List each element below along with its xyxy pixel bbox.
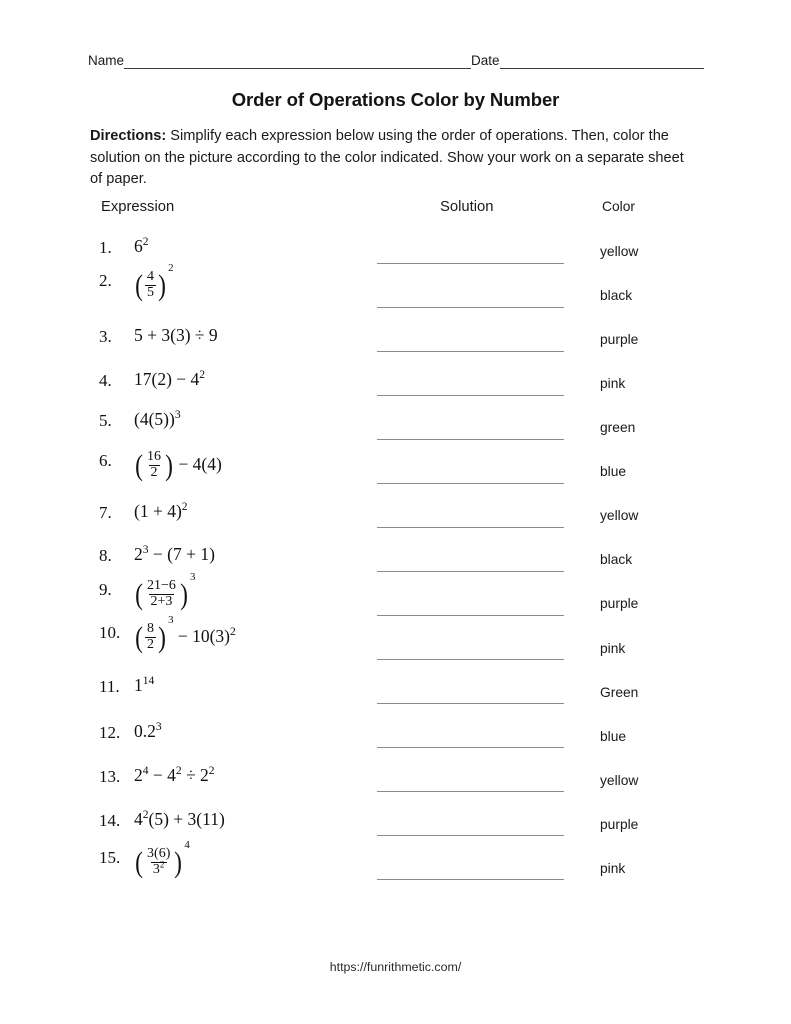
color-label: blue xyxy=(600,729,627,744)
color-label: pink xyxy=(600,861,626,876)
problem-expression: 5 + 3(3) ÷ 9 xyxy=(134,325,218,345)
problem-number: 15. xyxy=(99,848,121,867)
color-label: Green xyxy=(600,685,639,700)
problem-expression: ( $\frac{3(6)}{3^2}$ )$^4$ xyxy=(135,838,190,880)
problem-number: 5. xyxy=(99,411,112,430)
color-label: purple xyxy=(600,596,639,611)
problem-expression: $(1 + 4)^2$ xyxy=(134,501,188,521)
problem-number: 2. xyxy=(99,271,112,290)
problem-expression: $2^3 - (7 + 1)$ xyxy=(134,544,215,564)
problem-number: 13. xyxy=(99,767,121,786)
column-header-expression: Expression xyxy=(101,199,175,215)
color-label: blue xyxy=(600,464,627,479)
solution-answer-line[interactable] xyxy=(377,791,564,792)
problem-expression: ( $\frac{21-6}{2+3}$ )$^3$ xyxy=(135,570,196,612)
problem-expression: $1^{14}$ xyxy=(134,675,155,695)
problem-expression: ( $\frac{4}{5}$ )$^2$ xyxy=(135,261,174,303)
solution-answer-line[interactable] xyxy=(377,351,564,352)
column-header-color: Color xyxy=(602,199,635,214)
problem-number: 8. xyxy=(99,546,112,565)
solution-answer-line[interactable] xyxy=(377,703,564,704)
solution-answer-line[interactable] xyxy=(377,263,564,264)
problem-expression: $(4(5))^3$ xyxy=(134,409,181,429)
solution-answer-line[interactable] xyxy=(377,835,564,836)
problem-expression: $0.2^3$ xyxy=(134,721,162,741)
solution-answer-line[interactable] xyxy=(377,439,564,440)
problem-expression: $4^2(5) + 3(11)$ xyxy=(134,809,225,829)
color-label: yellow xyxy=(600,244,639,259)
solution-answer-line[interactable] xyxy=(377,615,564,616)
solution-answer-line[interactable] xyxy=(377,747,564,748)
problem-expression: $6^2$ xyxy=(134,236,149,256)
solution-answer-line[interactable] xyxy=(377,571,564,572)
problem-number: 10. xyxy=(99,623,121,642)
problem-number: 3. xyxy=(99,327,112,346)
color-label: purple xyxy=(600,332,639,347)
color-label: yellow xyxy=(600,773,639,788)
problem-number: 7. xyxy=(99,503,112,522)
solution-answer-line[interactable] xyxy=(377,483,564,484)
name-label: Name xyxy=(88,53,125,68)
solution-answer-line[interactable] xyxy=(377,307,564,308)
problem-number: 1. xyxy=(99,238,112,257)
problem-expression: $17(2) - 4^2$ xyxy=(134,369,206,389)
problem-number: 14. xyxy=(99,811,121,830)
footer-url: https://funrithmetic.com/ xyxy=(329,960,462,974)
problem-expression: $2^4 - 4^2 \div 2^2$ xyxy=(134,765,215,785)
problem-number: 9. xyxy=(99,580,112,599)
directions-label: Directions: xyxy=(90,128,167,144)
date-label: Date xyxy=(471,53,500,68)
color-label: black xyxy=(600,552,633,567)
problem-number: 6. xyxy=(99,451,112,470)
directions-text: Simplify each expression below using the order of operations. Then, color the solution on the picture according to the color indicated. Show your work on a separate sheet of paper. xyxy=(90,128,684,187)
problem-number: 12. xyxy=(99,723,121,742)
color-label: green xyxy=(600,420,636,435)
color-label: pink xyxy=(600,641,626,656)
solution-answer-line[interactable] xyxy=(377,527,564,528)
problem-expression: ( $\frac{16}{2}$ ) − 4(4) xyxy=(135,448,222,483)
color-label: purple xyxy=(600,817,639,832)
page-title: Order of Operations Color by Number xyxy=(231,89,560,110)
solution-answer-line[interactable] xyxy=(377,395,564,396)
problem-expression: ( $\frac{8}{2}$ )$^3 - 10(3)^2$ xyxy=(135,613,236,655)
solution-answer-line[interactable] xyxy=(377,659,564,660)
problem-number: 11. xyxy=(99,677,120,696)
column-header-solution: Solution xyxy=(440,199,494,215)
problem-number: 4. xyxy=(99,371,112,390)
color-label: yellow xyxy=(600,508,639,523)
solution-answer-line[interactable] xyxy=(377,879,564,880)
color-label: pink xyxy=(600,376,626,391)
color-label: black xyxy=(600,288,633,303)
